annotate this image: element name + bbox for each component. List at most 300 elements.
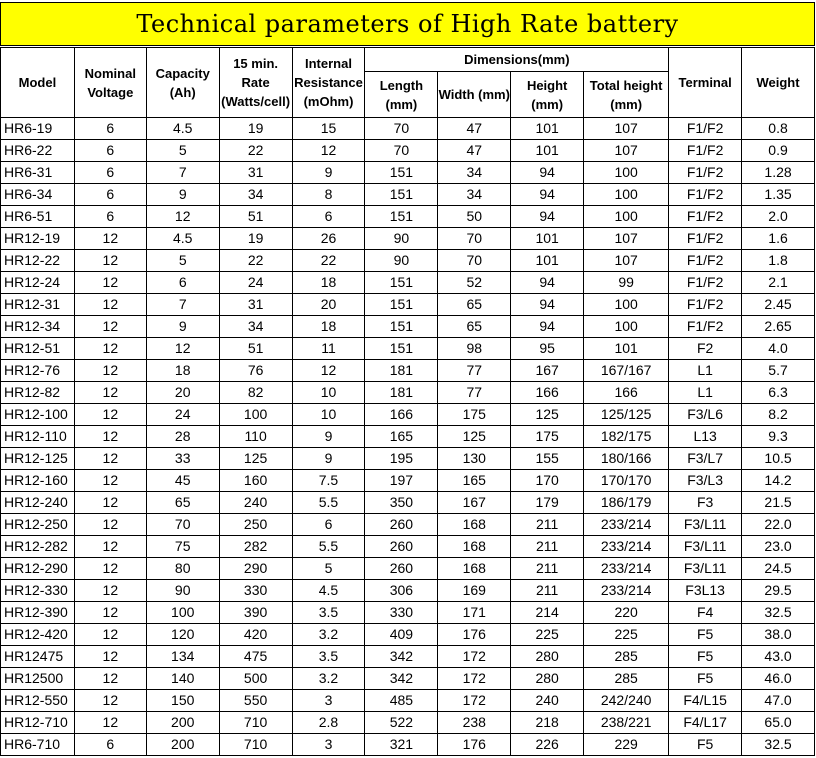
cell-height: 225 [511, 624, 584, 646]
cell-internal-resistance: 12 [292, 360, 365, 382]
cell-rate: 125 [219, 448, 292, 470]
cell-weight: 9.3 [742, 426, 815, 448]
cell-width: 172 [438, 668, 511, 690]
table-row [1, 558, 815, 580]
cell-length: 522 [365, 712, 438, 734]
cell-rate: 550 [219, 690, 292, 712]
cell-width: 47 [438, 118, 511, 140]
cell-length: 151 [365, 206, 438, 228]
cell-width: 77 [438, 360, 511, 382]
cell-internal-resistance: 3 [292, 690, 365, 712]
cell-total-height: 99 [584, 272, 669, 294]
cell-height: 101 [511, 228, 584, 250]
cell-terminal: F1/F2 [669, 250, 742, 272]
table-row [1, 162, 815, 184]
cell-nominal-voltage: 6 [74, 140, 146, 162]
cell-terminal: F4 [669, 602, 742, 624]
cell-length: 409 [365, 624, 438, 646]
cell-nominal-voltage: 12 [74, 404, 146, 426]
table-row [1, 712, 815, 734]
table-row [1, 228, 815, 250]
cell-rate: 420 [219, 624, 292, 646]
cell-nominal-voltage: 12 [74, 272, 146, 294]
cell-internal-resistance: 3 [292, 734, 365, 756]
cell-height: 94 [511, 294, 584, 316]
cell-nominal-voltage: 12 [74, 492, 146, 514]
cell-height: 155 [511, 448, 584, 470]
cell-length: 90 [365, 228, 438, 250]
header-terminal: Terminal [669, 48, 742, 118]
cell-model: HR12-250 [1, 514, 75, 536]
cell-weight: 1.8 [742, 250, 815, 272]
cell-nominal-voltage: 6 [74, 162, 146, 184]
cell-rate: 76 [219, 360, 292, 382]
cell-terminal: F1/F2 [669, 184, 742, 206]
cell-weight: 1.28 [742, 162, 815, 184]
cell-nominal-voltage: 12 [74, 690, 146, 712]
cell-height: 175 [511, 426, 584, 448]
table-row [1, 624, 815, 646]
cell-weight: 6.3 [742, 382, 815, 404]
cell-nominal-voltage: 12 [74, 382, 146, 404]
cell-total-height: 107 [584, 118, 669, 140]
cell-total-height: 233/214 [584, 580, 669, 602]
cell-nominal-voltage: 12 [74, 316, 146, 338]
cell-rate: 51 [219, 206, 292, 228]
cell-model: HR12-76 [1, 360, 75, 382]
cell-nominal-voltage: 12 [74, 712, 146, 734]
cell-internal-resistance: 10 [292, 382, 365, 404]
table-row [1, 470, 815, 492]
cell-capacity: 90 [146, 580, 219, 602]
cell-nominal-voltage: 12 [74, 470, 146, 492]
header-total-height: Total height (mm) [584, 72, 669, 118]
cell-nominal-voltage: 12 [74, 448, 146, 470]
cell-internal-resistance: 5 [292, 558, 365, 580]
cell-rate: 500 [219, 668, 292, 690]
cell-rate: 22 [219, 250, 292, 272]
cell-internal-resistance: 3.2 [292, 668, 365, 690]
table-row [1, 118, 815, 140]
cell-length: 342 [365, 668, 438, 690]
cell-height: 179 [511, 492, 584, 514]
cell-total-height: 107 [584, 140, 669, 162]
cell-length: 260 [365, 536, 438, 558]
cell-height: 95 [511, 338, 584, 360]
cell-model: HR6-22 [1, 140, 75, 162]
cell-weight: 46.0 [742, 668, 815, 690]
cell-width: 168 [438, 514, 511, 536]
cell-width: 172 [438, 690, 511, 712]
cell-total-height: 100 [584, 294, 669, 316]
cell-height: 211 [511, 558, 584, 580]
table-row [1, 668, 815, 690]
cell-weight: 5.7 [742, 360, 815, 382]
cell-height: 125 [511, 404, 584, 426]
cell-total-height: 166 [584, 382, 669, 404]
table-row [1, 272, 815, 294]
cell-internal-resistance: 12 [292, 140, 365, 162]
cell-weight: 0.8 [742, 118, 815, 140]
cell-width: 65 [438, 316, 511, 338]
cell-model: HR12-22 [1, 250, 75, 272]
cell-width: 98 [438, 338, 511, 360]
cell-nominal-voltage: 12 [74, 514, 146, 536]
cell-capacity: 28 [146, 426, 219, 448]
cell-weight: 10.5 [742, 448, 815, 470]
cell-internal-resistance: 9 [292, 426, 365, 448]
cell-nominal-voltage: 6 [74, 184, 146, 206]
cell-model: HR12-110 [1, 426, 75, 448]
cell-rate: 34 [219, 316, 292, 338]
cell-model: HR12-24 [1, 272, 75, 294]
cell-nominal-voltage: 12 [74, 646, 146, 668]
header-capacity: Capacity (Ah) [146, 48, 219, 118]
header-height: Height (mm) [511, 72, 584, 118]
cell-model: HR12-420 [1, 624, 75, 646]
cell-capacity: 33 [146, 448, 219, 470]
cell-rate: 82 [219, 382, 292, 404]
cell-terminal: F5 [669, 734, 742, 756]
cell-length: 151 [365, 162, 438, 184]
cell-total-height: 220 [584, 602, 669, 624]
cell-capacity: 4.5 [146, 228, 219, 250]
cell-total-height: 101 [584, 338, 669, 360]
cell-capacity: 5 [146, 140, 219, 162]
cell-length: 165 [365, 426, 438, 448]
cell-nominal-voltage: 12 [74, 360, 146, 382]
cell-terminal: F1/F2 [669, 140, 742, 162]
cell-total-height: 182/175 [584, 426, 669, 448]
cell-rate: 475 [219, 646, 292, 668]
cell-model: HR6-31 [1, 162, 75, 184]
cell-length: 197 [365, 470, 438, 492]
header-dimensions: Dimensions(mm) [365, 48, 669, 72]
cell-weight: 0.9 [742, 140, 815, 162]
cell-capacity: 200 [146, 712, 219, 734]
cell-width: 176 [438, 624, 511, 646]
cell-rate: 100 [219, 404, 292, 426]
cell-terminal: F1/F2 [669, 228, 742, 250]
cell-height: 214 [511, 602, 584, 624]
cell-nominal-voltage: 12 [74, 294, 146, 316]
cell-height: 280 [511, 668, 584, 690]
table-row [1, 492, 815, 514]
cell-capacity: 75 [146, 536, 219, 558]
cell-rate: 282 [219, 536, 292, 558]
cell-model: HR12-19 [1, 228, 75, 250]
cell-internal-resistance: 18 [292, 316, 365, 338]
cell-height: 218 [511, 712, 584, 734]
cell-internal-resistance: 22 [292, 250, 365, 272]
cell-nominal-voltage: 6 [74, 734, 146, 756]
cell-nominal-voltage: 12 [74, 558, 146, 580]
cell-height: 211 [511, 580, 584, 602]
cell-length: 151 [365, 316, 438, 338]
header-model: Model [1, 48, 75, 118]
cell-rate: 51 [219, 338, 292, 360]
cell-terminal: F5 [669, 646, 742, 668]
cell-length: 90 [365, 250, 438, 272]
cell-width: 165 [438, 470, 511, 492]
cell-length: 181 [365, 360, 438, 382]
cell-weight: 23.0 [742, 536, 815, 558]
cell-length: 306 [365, 580, 438, 602]
cell-terminal: F3/L6 [669, 404, 742, 426]
cell-model: HR6-710 [1, 734, 75, 756]
cell-rate: 34 [219, 184, 292, 206]
cell-weight: 21.5 [742, 492, 815, 514]
cell-terminal: F1/F2 [669, 162, 742, 184]
cell-model: HR12-31 [1, 294, 75, 316]
cell-model: HR12475 [1, 646, 75, 668]
header-nominal-voltage: Nominal Voltage [74, 48, 146, 118]
cell-capacity: 9 [146, 316, 219, 338]
cell-nominal-voltage: 12 [74, 426, 146, 448]
cell-capacity: 200 [146, 734, 219, 756]
cell-capacity: 24 [146, 404, 219, 426]
cell-weight: 32.5 [742, 734, 815, 756]
cell-internal-resistance: 3.2 [292, 624, 365, 646]
cell-total-height: 100 [584, 162, 669, 184]
cell-total-height: 238/221 [584, 712, 669, 734]
cell-internal-resistance: 18 [292, 272, 365, 294]
cell-model: HR6-34 [1, 184, 75, 206]
cell-model: HR12-125 [1, 448, 75, 470]
cell-model: HR12-100 [1, 404, 75, 426]
cell-internal-resistance: 2.8 [292, 712, 365, 734]
cell-width: 176 [438, 734, 511, 756]
cell-terminal: F4/L15 [669, 690, 742, 712]
cell-nominal-voltage: 12 [74, 668, 146, 690]
cell-height: 170 [511, 470, 584, 492]
table-header [1, 48, 815, 118]
cell-nominal-voltage: 12 [74, 228, 146, 250]
cell-width: 175 [438, 404, 511, 426]
cell-capacity: 6 [146, 272, 219, 294]
cell-capacity: 5 [146, 250, 219, 272]
cell-internal-resistance: 11 [292, 338, 365, 360]
cell-model: HR12-240 [1, 492, 75, 514]
cell-weight: 1.6 [742, 228, 815, 250]
cell-nominal-voltage: 12 [74, 580, 146, 602]
cell-terminal: F3/L11 [669, 514, 742, 536]
cell-total-height: 100 [584, 316, 669, 338]
cell-internal-resistance: 26 [292, 228, 365, 250]
cell-terminal: F3/L7 [669, 448, 742, 470]
table-row [1, 426, 815, 448]
cell-weight: 14.2 [742, 470, 815, 492]
cell-length: 70 [365, 118, 438, 140]
cell-width: 52 [438, 272, 511, 294]
cell-weight: 8.2 [742, 404, 815, 426]
cell-model: HR12-330 [1, 580, 75, 602]
cell-capacity: 7 [146, 162, 219, 184]
cell-weight: 22.0 [742, 514, 815, 536]
cell-width: 168 [438, 558, 511, 580]
cell-model: HR12-390 [1, 602, 75, 624]
cell-weight: 29.5 [742, 580, 815, 602]
technical-parameters-table [0, 47, 815, 756]
cell-nominal-voltage: 12 [74, 250, 146, 272]
cell-terminal: F3L13 [669, 580, 742, 602]
table-row [1, 536, 815, 558]
cell-rate: 160 [219, 470, 292, 492]
cell-capacity: 18 [146, 360, 219, 382]
cell-weight: 1.35 [742, 184, 815, 206]
cell-length: 260 [365, 558, 438, 580]
cell-model: HR6-51 [1, 206, 75, 228]
cell-model: HR12-82 [1, 382, 75, 404]
cell-internal-resistance: 3.5 [292, 646, 365, 668]
table-row [1, 646, 815, 668]
cell-width: 77 [438, 382, 511, 404]
cell-weight: 38.0 [742, 624, 815, 646]
cell-height: 166 [511, 382, 584, 404]
cell-height: 94 [511, 162, 584, 184]
cell-internal-resistance: 4.5 [292, 580, 365, 602]
cell-internal-resistance: 5.5 [292, 492, 365, 514]
cell-rate: 390 [219, 602, 292, 624]
table-row [1, 404, 815, 426]
cell-total-height: 186/179 [584, 492, 669, 514]
cell-capacity: 12 [146, 338, 219, 360]
cell-model: HR12-34 [1, 316, 75, 338]
cell-length: 342 [365, 646, 438, 668]
cell-width: 168 [438, 536, 511, 558]
cell-model: HR12-290 [1, 558, 75, 580]
cell-terminal: F1/F2 [669, 206, 742, 228]
cell-width: 34 [438, 184, 511, 206]
cell-weight: 43.0 [742, 646, 815, 668]
cell-terminal: F5 [669, 624, 742, 646]
cell-width: 171 [438, 602, 511, 624]
table-row [1, 140, 815, 162]
cell-internal-resistance: 20 [292, 294, 365, 316]
table-row [1, 580, 815, 602]
cell-nominal-voltage: 12 [74, 338, 146, 360]
table-row [1, 206, 815, 228]
cell-total-height: 125/125 [584, 404, 669, 426]
cell-internal-resistance: 5.5 [292, 536, 365, 558]
cell-capacity: 4.5 [146, 118, 219, 140]
cell-capacity: 45 [146, 470, 219, 492]
cell-total-height: 100 [584, 184, 669, 206]
cell-model: HR12-282 [1, 536, 75, 558]
cell-weight: 2.0 [742, 206, 815, 228]
header-width: Width (mm) [438, 72, 511, 118]
cell-total-height: 180/166 [584, 448, 669, 470]
table-row [1, 250, 815, 272]
cell-rate: 240 [219, 492, 292, 514]
cell-terminal: L1 [669, 360, 742, 382]
header-internal-resistance: Internal Resistance (mOhm) [292, 48, 365, 118]
cell-terminal: F1/F2 [669, 118, 742, 140]
cell-terminal: F3/L11 [669, 558, 742, 580]
cell-length: 151 [365, 338, 438, 360]
table-row [1, 734, 815, 756]
cell-width: 125 [438, 426, 511, 448]
cell-height: 101 [511, 250, 584, 272]
cell-terminal: L13 [669, 426, 742, 448]
header-weight: Weight [742, 48, 815, 118]
cell-length: 70 [365, 140, 438, 162]
cell-weight: 2.65 [742, 316, 815, 338]
cell-terminal: L1 [669, 382, 742, 404]
cell-internal-resistance: 15 [292, 118, 365, 140]
cell-length: 330 [365, 602, 438, 624]
cell-capacity: 20 [146, 382, 219, 404]
cell-length: 485 [365, 690, 438, 712]
cell-capacity: 100 [146, 602, 219, 624]
cell-terminal: F5 [669, 668, 742, 690]
cell-total-height: 233/214 [584, 536, 669, 558]
cell-terminal: F3 [669, 492, 742, 514]
cell-length: 151 [365, 272, 438, 294]
table-body [1, 118, 815, 756]
cell-rate: 24 [219, 272, 292, 294]
cell-internal-resistance: 10 [292, 404, 365, 426]
cell-rate: 19 [219, 228, 292, 250]
cell-nominal-voltage: 12 [74, 602, 146, 624]
cell-length: 166 [365, 404, 438, 426]
cell-total-height: 167/167 [584, 360, 669, 382]
table-row [1, 360, 815, 382]
cell-length: 151 [365, 184, 438, 206]
cell-model: HR12-51 [1, 338, 75, 360]
cell-width: 34 [438, 162, 511, 184]
cell-rate: 31 [219, 162, 292, 184]
cell-height: 94 [511, 272, 584, 294]
cell-height: 211 [511, 514, 584, 536]
cell-total-height: 107 [584, 250, 669, 272]
cell-rate: 110 [219, 426, 292, 448]
cell-internal-resistance: 8 [292, 184, 365, 206]
cell-width: 70 [438, 228, 511, 250]
cell-capacity: 80 [146, 558, 219, 580]
cell-height: 167 [511, 360, 584, 382]
cell-total-height: 233/214 [584, 514, 669, 536]
cell-model: HR12-710 [1, 712, 75, 734]
cell-height: 101 [511, 140, 584, 162]
cell-width: 169 [438, 580, 511, 602]
cell-internal-resistance: 7.5 [292, 470, 365, 492]
cell-capacity: 65 [146, 492, 219, 514]
cell-total-height: 100 [584, 206, 669, 228]
cell-terminal: F1/F2 [669, 272, 742, 294]
cell-internal-resistance: 9 [292, 448, 365, 470]
cell-internal-resistance: 6 [292, 206, 365, 228]
cell-rate: 290 [219, 558, 292, 580]
cell-total-height: 233/214 [584, 558, 669, 580]
page-title: Technical parameters of High Rate battery [0, 2, 815, 46]
cell-internal-resistance: 3.5 [292, 602, 365, 624]
cell-length: 321 [365, 734, 438, 756]
cell-height: 94 [511, 184, 584, 206]
cell-capacity: 120 [146, 624, 219, 646]
cell-width: 167 [438, 492, 511, 514]
cell-capacity: 150 [146, 690, 219, 712]
cell-nominal-voltage: 6 [74, 206, 146, 228]
cell-capacity: 70 [146, 514, 219, 536]
cell-rate: 250 [219, 514, 292, 536]
cell-weight: 2.1 [742, 272, 815, 294]
cell-internal-resistance: 9 [292, 162, 365, 184]
cell-terminal: F3/L11 [669, 536, 742, 558]
cell-total-height: 225 [584, 624, 669, 646]
cell-nominal-voltage: 12 [74, 536, 146, 558]
cell-model: HR12-550 [1, 690, 75, 712]
